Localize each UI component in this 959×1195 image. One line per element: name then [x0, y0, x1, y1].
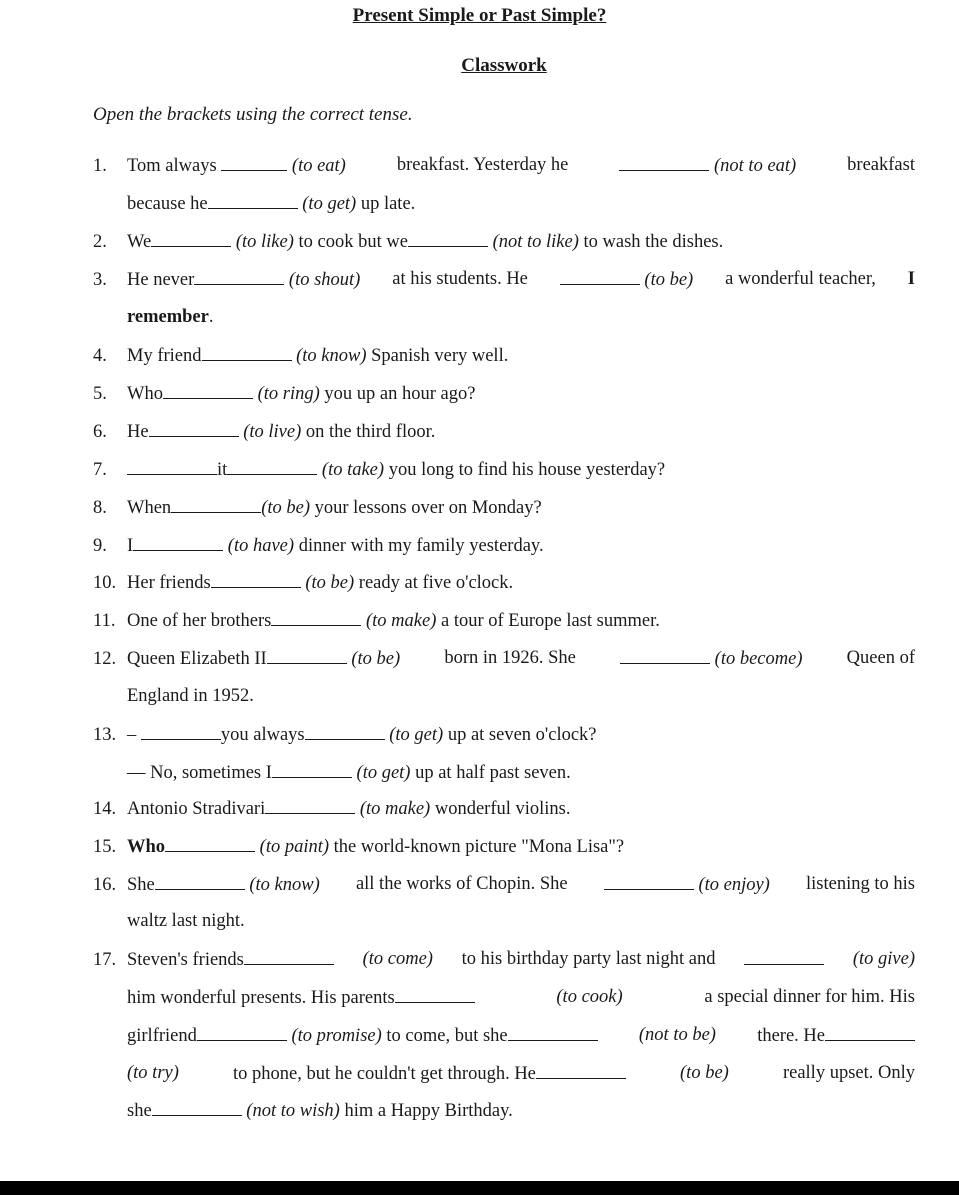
- answer-blank[interactable]: [163, 381, 253, 399]
- exercise-item-17: 17. Steven's friends (to come) to his birthday party last night and (to give): [93, 949, 915, 970]
- exercise-item-16-cont: waltz last night.: [127, 911, 245, 931]
- instruction-text: Open the brackets using the correct tense.: [93, 104, 413, 125]
- answer-blank[interactable]: [227, 457, 317, 475]
- exercise-item-1-cont: because he (to get) up late.: [127, 191, 915, 216]
- answer-blank[interactable]: [272, 760, 352, 778]
- exercise-item-16: 16. She (to know) all the works of Chopin. She (to enjoy) listening to his: [93, 874, 915, 895]
- answer-blank[interactable]: [197, 1023, 287, 1041]
- exercise-item-13: 13. – you always (to get) up at seven o'clock?: [93, 722, 915, 747]
- answer-blank[interactable]: [536, 1061, 626, 1079]
- exercise-item-12-cont: England in 1952.: [127, 686, 254, 706]
- answer-blank[interactable]: [171, 495, 261, 513]
- answer-blank[interactable]: [265, 796, 355, 814]
- exercise-item-3-cont: remember.: [127, 307, 214, 327]
- answer-blank[interactable]: [620, 646, 710, 664]
- exercise-item-8: 8. When (to be) your lessons over on Monday?: [93, 495, 915, 520]
- exercise-item-2: 2. We (to like) to cook but we (not to like) to wash the dishes.: [93, 229, 915, 254]
- page-title: Present Simple or Past Simple?: [352, 5, 607, 26]
- answer-blank[interactable]: [194, 267, 284, 285]
- answer-blank[interactable]: [211, 570, 301, 588]
- exercise-item-11: 11. One of her brothers (to make) a tour of Europe last summer.: [93, 608, 915, 633]
- exercise-item-15: 15. Who (to paint) the world-known picture "Mona Lisa"?: [93, 834, 915, 859]
- answer-blank[interactable]: [141, 722, 221, 740]
- answer-blank[interactable]: [221, 153, 287, 171]
- answer-blank[interactable]: [271, 608, 361, 626]
- exercise-item-5: 5. Who (to ring) you up an hour ago?: [93, 381, 915, 406]
- exercise-item-17-cont-4: she (not to wish) him a Happy Birthday.: [127, 1098, 915, 1123]
- exercise-item-1: 1. Tom always (to eat) breakfast. Yesterday he (not to eat) breakfast: [93, 155, 915, 176]
- exercise-item-6: 6. He (to live) on the third floor.: [93, 419, 915, 444]
- answer-blank[interactable]: [825, 1023, 915, 1041]
- exercise-item-13-cont: — No, sometimes I (to get) up at half past seven.: [127, 760, 915, 785]
- answer-blank[interactable]: [133, 533, 223, 551]
- answer-blank[interactable]: [208, 191, 298, 209]
- answer-blank[interactable]: [395, 985, 475, 1003]
- answer-blank[interactable]: [305, 722, 385, 740]
- answer-blank[interactable]: [560, 267, 640, 285]
- exercise-item-17-cont-1: him wonderful presents. His parents (to cook) a special dinner for him. His: [127, 987, 915, 1008]
- answer-blank[interactable]: [149, 419, 239, 437]
- answer-blank[interactable]: [244, 947, 334, 965]
- answer-blank[interactable]: [508, 1023, 598, 1041]
- answer-blank[interactable]: [619, 153, 709, 171]
- answer-blank[interactable]: [151, 229, 231, 247]
- answer-blank[interactable]: [408, 229, 488, 247]
- answer-blank[interactable]: [604, 872, 694, 890]
- answer-blank[interactable]: [744, 947, 824, 965]
- exercise-item-12: 12. Queen Elizabeth II (to be) born in 1926. She (to become) Queen of: [93, 648, 915, 669]
- exercise-item-14: 14. Antonio Stradivari (to make) wonderful violins.: [93, 796, 915, 821]
- exercise-item-3: 3. He never (to shout) at his students. He (to be) a wonderful teacher, I: [93, 269, 915, 290]
- answer-blank[interactable]: [127, 457, 217, 475]
- bottom-edge-bar: [0, 1181, 959, 1195]
- answer-blank[interactable]: [165, 834, 255, 852]
- exercise-item-10: 10. Her friends (to be) ready at five o'clock.: [93, 570, 915, 595]
- answer-blank[interactable]: [267, 646, 347, 664]
- exercise-item-9: 9. I (to have) dinner with my family yesterday.: [93, 533, 915, 558]
- exercise-item-4: 4. My friend (to know) Spanish very well.: [93, 343, 915, 368]
- answer-blank[interactable]: [155, 872, 245, 890]
- exercise-item-7: 7. it (to take) you long to find his house yesterday?: [93, 457, 915, 482]
- answer-blank[interactable]: [152, 1098, 242, 1116]
- answer-blank[interactable]: [202, 343, 292, 361]
- exercise-item-17-cont-3: (to try) to phone, but he couldn't get through. He (to be) really upset. Only: [127, 1063, 915, 1084]
- exercise-item-17-cont-2: girlfriend (to promise) to come, but she (not to be) there. He: [127, 1023, 915, 1048]
- page-subtitle: Classwork: [461, 55, 547, 76]
